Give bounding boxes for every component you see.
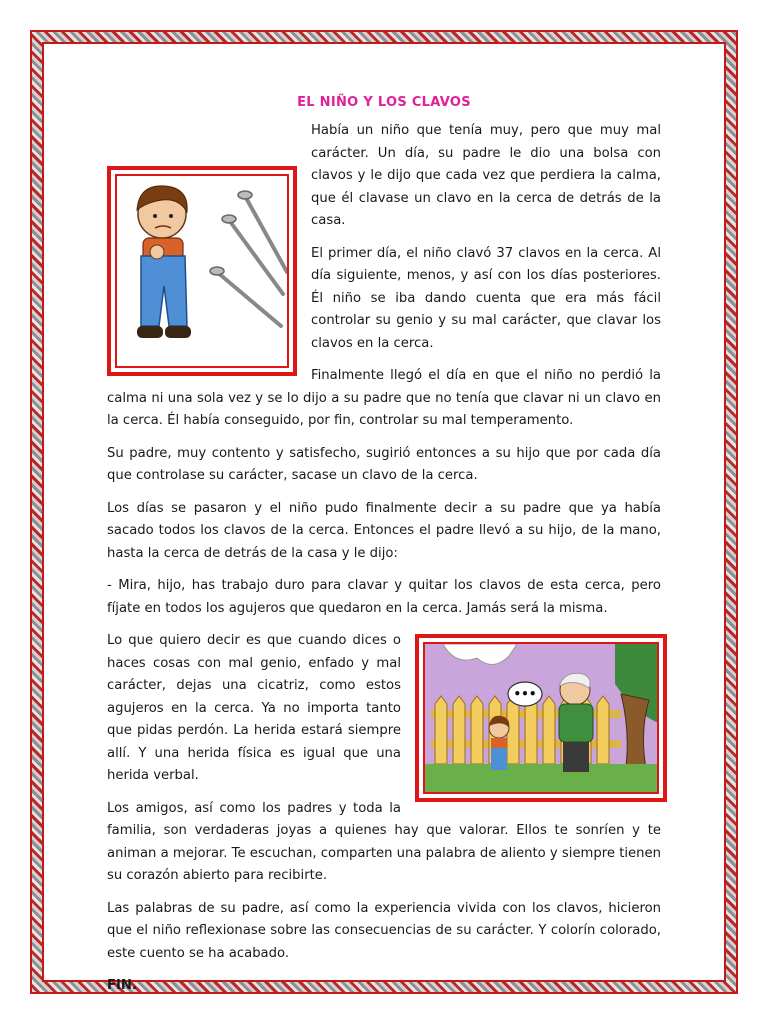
- story-ending: FIN.: [107, 978, 137, 993]
- story-paragraph-7: Lo que quiero decir es que cuando dices o haces cosas con mal genio, enfado y mal carácter, dejas una cicatriz, como estos agujeros en la cerca. Ya no importa tanto que pidas perdón. La herida estará siempre allí. Y una herida física es igual que una herida verbal.: [107, 633, 401, 783]
- story-page: [107, 92, 661, 1008]
- story-paragraph-4: Su padre, muy contento y satisfecho, sugirió entonces a su hijo que por cada día que controlase su carácter, sacase un clavo de la cerca.: [107, 445, 661, 483]
- father-son-fence-icon: [425, 644, 659, 794]
- story-paragraph-1: Había un niño que tenía muy, pero que muy mal carácter. Un día, su padre le dio una bolsa con clavos y le dijo que cada vez que perdiera la calma, que él clavase un clavo en la cerca de detrás de la casa.: [311, 123, 661, 228]
- story-title: EL NIÑO Y LOS CLAVOS: [297, 95, 471, 110]
- story-paragraph-3: Finalmente llegó el día en que el niño no perdió la calma ni una sola vez y se lo dijo a su padre que no tenía que clavar ni un clavo en la cerca. Él había conseguido, por fin, controlar su mal temperamento.: [107, 368, 661, 428]
- boy-with-nails-icon: [117, 176, 289, 368]
- father-son-fence-illustration: [415, 634, 667, 802]
- speech-bubble-dots: •••: [513, 687, 537, 701]
- boy-with-nails-illustration: [107, 166, 297, 376]
- story-paragraph-9: Las palabras de su padre, así como la experiencia vivida con los clavos, hicieron que el niño reflexionase sobre las consecuencias de su carácter. Y colorín colorado, este cuento se ha acabado.: [107, 900, 661, 961]
- story-paragraph-6: - Mira, hijo, has trabajo duro para clavar y quitar los clavos de esta cerca, pero fíjate en todos los agujeros que quedaron en la cerca. Jamás será la misma.: [107, 578, 661, 616]
- story-paragraph-8: Los amigos, así como los padres y toda la familia, son verdaderas joyas a quienes hay que valorar. Ellos te sonríen y te animan a mejorar. Te escuchan, comparten una palabra de aliento y siempre tienen su corazón abierto para recibirte.: [107, 800, 661, 883]
- story-paragraph-2: El primer día, el niño clavó 37 clavos en la cerca. Al día siguiente, menos, y así con los días posteriores. Él niño se iba dando cuenta que era más fácil controlar su genio y su mal carácter, que clavar los clavos en la cerca.: [311, 245, 661, 351]
- story-paragraph-5: Los días se pasaron y el niño pudo finalmente decir a su padre que ya había sacado todos los clavos de la cerca. Entonces el padre llevó a su hijo, de la mano, hasta la cerca de detrás de la casa y le dijo:: [107, 500, 661, 561]
